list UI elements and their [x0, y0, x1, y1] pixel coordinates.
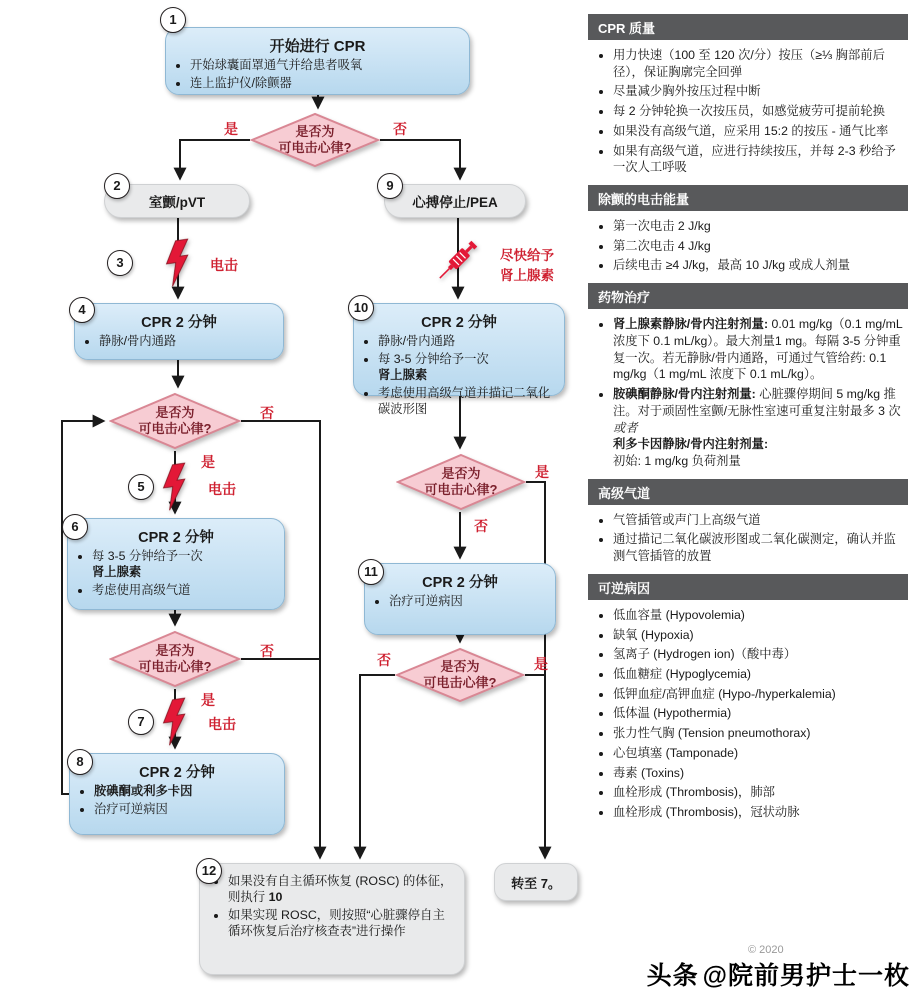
decision-shockable-3: [396, 453, 526, 511]
step-11-bullets: [365, 594, 547, 610]
list-item: [613, 784, 906, 801]
step-10-box: [353, 303, 565, 416]
text-segment: 如果没有自主循环恢复 (ROSC) 的体征，则执行: [228, 874, 453, 905]
list-item: [613, 143, 906, 176]
text-segment: 治疗可逆病因: [94, 801, 168, 816]
step-8-title: CPR 2 分钟: [139, 765, 215, 781]
decision-3-label: [396, 453, 526, 511]
list-item: [190, 76, 461, 92]
section-list: [588, 47, 906, 176]
section-header: 药物治疗: [588, 283, 908, 309]
list-item: [613, 47, 906, 80]
decision-3-no-label: 否: [474, 518, 488, 534]
text-segment: 血栓形成 (Thrombosis)，冠状动脉: [613, 805, 800, 819]
list-item: [94, 784, 276, 800]
step-6-box: [67, 518, 285, 610]
decision-3-yes-label: 是: [535, 464, 549, 480]
step-6-title: CPR 2 分钟: [138, 530, 214, 546]
list-item: [378, 334, 556, 350]
list-item: [613, 627, 906, 644]
text-segment: 低钾血症/高钾血症 (Hypo-/hyperkalemia): [613, 686, 836, 701]
list-item: [613, 218, 906, 235]
text-segment: 低血糖症 (Hypoglycemia): [613, 666, 752, 681]
section-header: 高级气道: [588, 479, 908, 505]
text-segment: 肾上腺素: [92, 564, 142, 579]
shock-bolt-icon: [157, 238, 199, 289]
decision-line-1: 是否为: [440, 658, 480, 674]
step-4-bullets: [75, 334, 275, 350]
text-segment: 低血容量 (Hypovolemia): [613, 607, 745, 622]
text-segment: 氢离子 (Hydrogen ion)（酸中毒）: [613, 647, 797, 662]
step-4-box: [74, 303, 284, 360]
sidebar: [588, 14, 908, 830]
decision-shockable-2: [109, 392, 241, 450]
list-item: [613, 705, 906, 722]
list-item: [92, 583, 276, 599]
decision-line-2: 可电击心律?: [278, 140, 352, 155]
text-segment: 如果实现 ROSC，则按照“心脏骤停自主循环恢复后治疗核查表”进行操作: [228, 908, 445, 939]
decision-shockable-4: [109, 630, 241, 688]
list-item: [613, 765, 906, 782]
sidebar-section-advanced-airway: [588, 479, 908, 565]
list-item: [228, 907, 454, 939]
text-segment: 利多卡因静脉/骨内注射剂量:: [613, 437, 769, 452]
decision-2-label: [109, 392, 241, 450]
text-segment: 静脉/骨内通路: [99, 334, 177, 348]
step-1-number: 1: [160, 7, 186, 33]
step-10-title: CPR 2 分钟: [421, 315, 497, 331]
step-9-label: 心搏停止/PEA: [412, 195, 498, 210]
watermark-handle: @院前男护士一枚: [702, 962, 910, 990]
step-2-number: 2: [104, 173, 130, 199]
text-segment: 肾上腺素: [378, 367, 428, 382]
text-segment: 初始: 1 mg/kg 负荷剂量: [613, 453, 741, 468]
step-12-bullets: [204, 873, 454, 940]
list-item: [613, 531, 906, 564]
list-item: [613, 257, 906, 274]
decision-shockable-1: [250, 112, 380, 168]
flow-arrow: [360, 675, 395, 857]
decision-5-yes-label: 是: [534, 656, 548, 672]
text-segment: 第一次电击 2 J/kg: [613, 219, 711, 234]
shock-label-2: 电击: [208, 481, 236, 497]
decision-4-label: [109, 630, 241, 688]
sidebar-section-cpr-quality: [588, 14, 908, 176]
list-item: [613, 607, 906, 624]
step-1-box: [165, 27, 470, 95]
step-11-title: CPR 2 分钟: [422, 575, 498, 591]
step-10-bullets: [354, 334, 556, 418]
text-segment: 张力性气胸 (Tension pneumothorax): [613, 726, 811, 741]
text-segment: 每 3-5 分钟给予一次: [92, 549, 203, 563]
decision-line-2: 可电击心律?: [138, 659, 212, 674]
text-segment: 通过描记二氧化碳波形图或二氧化碳测定，确认并监测气管插管的放置: [613, 532, 896, 564]
list-item: [613, 103, 906, 120]
step-10-number: 10: [348, 295, 374, 321]
text-segment: 缺氧 (Hypoxia): [613, 627, 694, 642]
text-segment: 静脉/骨内通路: [378, 334, 456, 348]
text-segment: 考虑使用高级气道并描记二氧化碳波形图: [378, 385, 551, 416]
text-segment: 肾上腺素静脉/骨内注射剂量:: [613, 317, 769, 332]
text-segment: 低体温 (Hypothermia): [613, 706, 732, 721]
section-list: [588, 512, 906, 565]
text-segment: 如果没有高级气道，应采用 15:2 的按压 - 通气比率: [613, 123, 889, 138]
text-segment: 心包填塞 (Tamponade): [613, 745, 739, 760]
list-item: [94, 802, 276, 818]
shock-bolt-icon: [154, 462, 196, 513]
text-segment: 0.01 mg/kg（0.1 mg/mL 浓度下 0.1 mL/kg）。最大剂量1 mg。每隔 3-5 分钟重复一次。若无静脉/骨内通路，可通过气管给药: 0.1 mg/kg（1 mg/mL 浓度下 0.1 mL/kg）。: [613, 317, 903, 382]
step-12-number: 12: [196, 858, 222, 884]
list-item: [613, 666, 906, 683]
list-item: [228, 873, 454, 905]
list-item: [613, 123, 906, 140]
decision-2-yes-label: 是: [201, 454, 215, 470]
step-4-title: CPR 2 分钟: [141, 315, 217, 331]
decision-1-no-label: 否: [393, 121, 407, 137]
sidebar-section-shock-energy: [588, 185, 908, 274]
list-item: [613, 804, 906, 821]
decision-1-yes-label: 是: [224, 121, 238, 137]
step-12-box: [199, 863, 465, 975]
shock-bolt-icon: [154, 697, 196, 748]
goto-7-box: [494, 863, 578, 901]
text-segment: 每 2 分钟轮换一次按压员，如感觉疲劳可提前轮换: [613, 104, 885, 119]
watermark: [647, 956, 910, 992]
decision-shockable-5: [395, 647, 525, 703]
step-8-number: 8: [67, 749, 93, 775]
list-item: [613, 686, 906, 703]
section-header: CPR 质量: [588, 14, 908, 40]
step-7-number: 7: [128, 709, 154, 735]
step-6-number: 6: [62, 514, 88, 540]
decision-4-yes-label: 是: [201, 692, 215, 708]
text-segment: 第二次电击 4 J/kg: [613, 238, 711, 253]
text-segment: 用力快速（100 至 120 次/分）按压（≥⅓ 胸部前后径），保证胸廓完全回弹: [613, 48, 885, 79]
step-3-number: 3: [107, 250, 133, 276]
text-segment: 考虑使用高级气道: [92, 582, 191, 597]
decision-5-label: [395, 647, 525, 703]
text-segment: 连上监护仪/除颤器: [190, 75, 292, 90]
decision-line-1: 是否为: [441, 465, 481, 481]
epinephrine-note: [500, 246, 554, 285]
text-segment: 或者: [613, 420, 638, 435]
decision-line-1: 是否为: [155, 404, 195, 420]
sidebar-section-reversible-causes: [588, 574, 908, 821]
sidebar-section-drug-therapy: [588, 283, 908, 469]
text-segment: 后续电击 ≥4 J/kg，最高 10 J/kg 或成人剂量: [613, 258, 851, 273]
list-item: [613, 238, 906, 255]
text-segment: 气管插管或声门上高级气道: [613, 512, 761, 527]
text-segment: 毒素 (Toxins): [613, 765, 685, 780]
step-5-number: 5: [128, 474, 154, 500]
text-segment: 每 3-5 分钟给予一次: [378, 351, 489, 366]
list-item: [613, 386, 906, 470]
list-item: [613, 316, 906, 383]
list-item: [389, 594, 547, 610]
list-item: [92, 549, 276, 581]
text-segment: 胺碘酮静脉/骨内注射剂量:: [613, 387, 756, 402]
shock-label-3: 电击: [208, 716, 236, 732]
shock-label-1: 电击: [210, 257, 238, 273]
text-segment: 10: [268, 890, 283, 905]
step-2-label: 室颤/pVT: [148, 195, 206, 210]
step-4-number: 4: [69, 297, 95, 323]
decision-2-no-label: 否: [260, 405, 274, 421]
text-segment: 如果有高级气道，应进行持续按压，并每 2-3 秒给予一次人工呼吸: [613, 143, 896, 175]
step-9-box: [384, 184, 526, 218]
section-list: [588, 607, 906, 821]
goto-7-label: 转至 7。: [511, 875, 561, 891]
section-list: [588, 218, 906, 274]
text-segment: 胺碘酮或利多卡因: [94, 784, 193, 798]
step-8-bullets: [70, 784, 276, 818]
text-segment: 尽量减少胸外按压过程中断: [613, 84, 761, 99]
step-11-box: [364, 563, 556, 635]
step-9-number: 9: [377, 173, 403, 199]
decision-line-1: 是否为: [295, 123, 335, 139]
step-11-number: 11: [358, 559, 384, 585]
decision-5-no-label: 否: [377, 652, 391, 668]
flow-arrow: [180, 140, 250, 178]
list-item: [190, 58, 461, 74]
list-item: [613, 83, 906, 100]
list-item: [613, 745, 906, 762]
toutiao-logo-text: 头条: [646, 962, 699, 990]
decision-line-2: 可电击心律?: [424, 482, 498, 497]
decision-1-label: [250, 112, 380, 168]
list-item: [613, 646, 906, 663]
text-segment: 血栓形成 (Thrombosis)，肺部: [613, 785, 775, 800]
decision-4-no-label: 否: [260, 643, 274, 659]
text-segment: 治疗可逆病因: [389, 594, 463, 608]
epi-note-line-2: 肾上腺素: [500, 267, 554, 283]
text-segment: 心脏骤停期间 5 mg/kg 推注。对于顽固性室颤/无脉性室速可重复注射最多 3 次: [613, 387, 901, 418]
list-item: [378, 386, 556, 418]
step-1-bullets: [166, 58, 461, 92]
decision-line-2: 可电击心律?: [423, 675, 497, 690]
list-item: [99, 334, 275, 350]
decision-line-1: 是否为: [155, 642, 195, 658]
syringe-icon: [428, 234, 484, 290]
copyright-text: © 2020: [748, 944, 784, 956]
step-1-title: 开始进行 CPR: [269, 38, 366, 55]
step-6-bullets: [68, 549, 276, 599]
section-header: 可逆病因: [588, 574, 908, 600]
text-segment: 开始球囊面罩通气并给患者吸氧: [190, 58, 363, 72]
list-item: [613, 512, 906, 529]
decision-line-2: 可电击心律?: [138, 421, 212, 436]
epi-note-line-1: 尽快给予: [500, 248, 554, 263]
list-item: [613, 725, 906, 742]
step-8-box: [69, 753, 285, 835]
section-list: [588, 316, 906, 469]
section-header: 除颤的电击能量: [588, 185, 908, 211]
list-item: [378, 352, 556, 384]
